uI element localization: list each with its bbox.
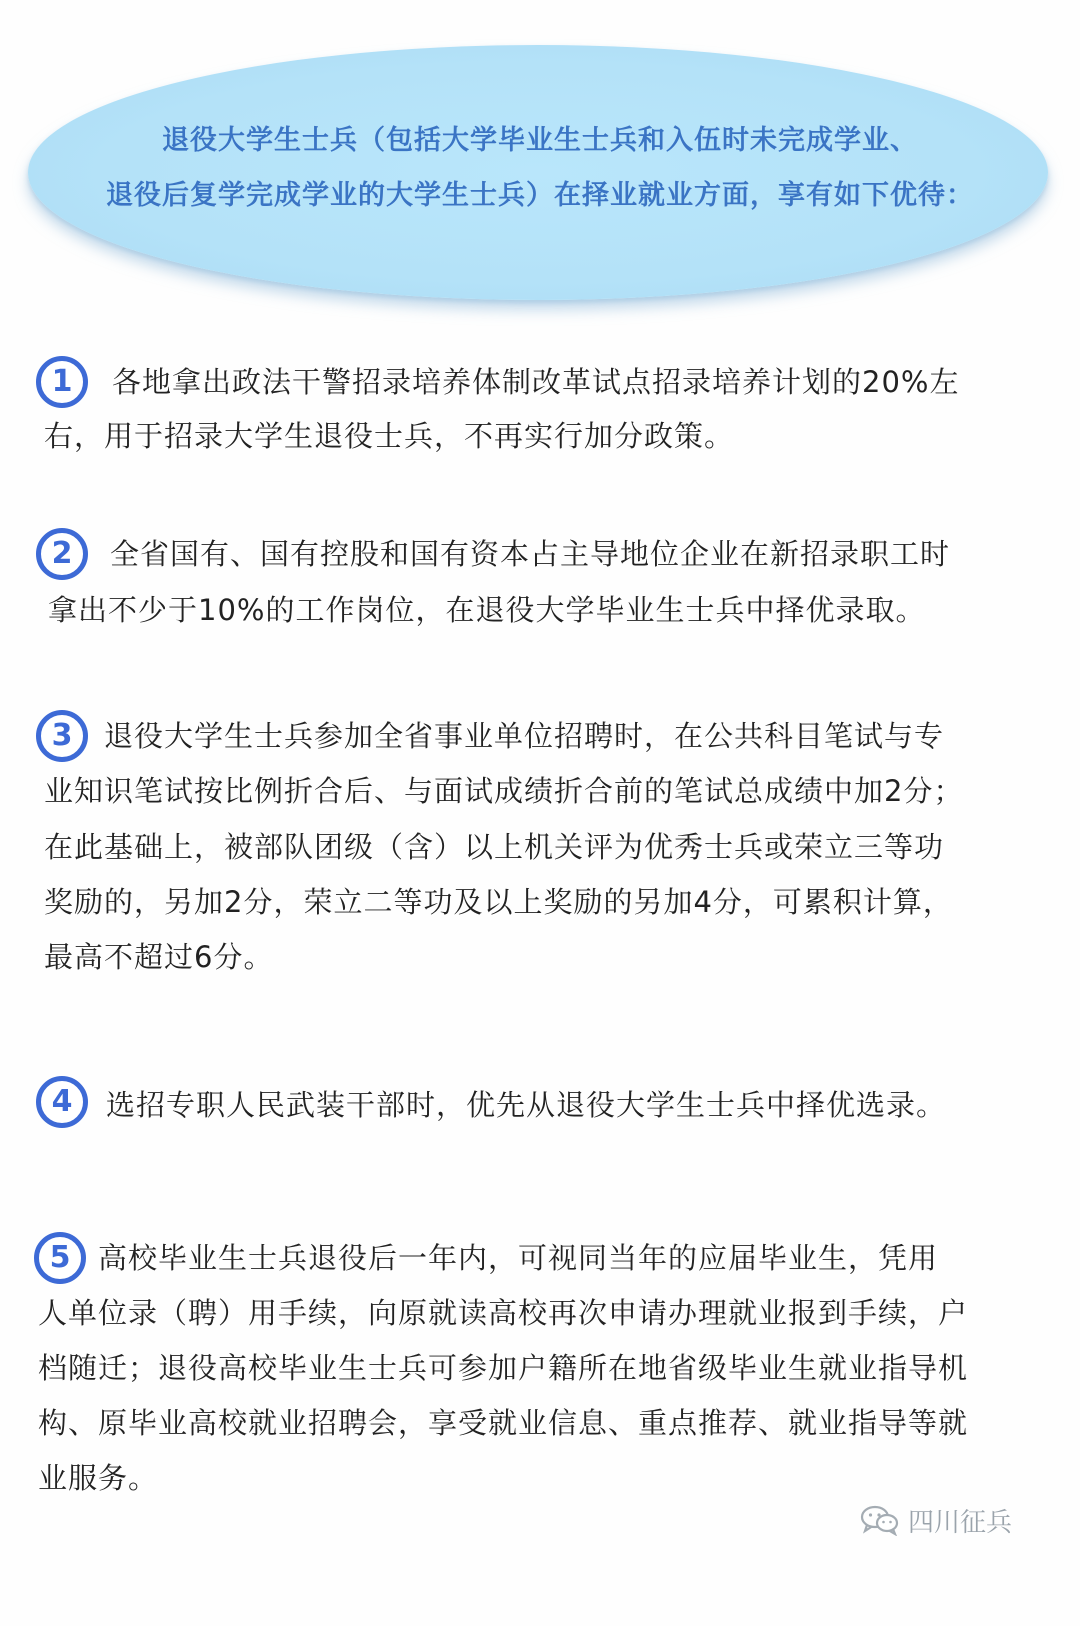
item-1-line-2: 右，用于招录大学生退役士兵，不再实行加分政策。 — [44, 419, 735, 453]
item-1-number-badge: 1 — [36, 356, 88, 408]
item-5-number-badge: 5 — [34, 1232, 86, 1284]
item-5-line-2: 人单位录（聘）用手续，向原就读高校再次申请办理就业报到手续，户 — [38, 1296, 969, 1330]
item-2-number-badge: 2 — [36, 528, 88, 580]
wechat-icon — [860, 1504, 900, 1536]
item-3-line-4: 奖励的，另加2分，荣立二等功及以上奖励的另加4分，可累积计算， — [44, 885, 953, 919]
item-3-line-3: 在此基础上，被部队团级（含）以上机关评为优秀士兵或荣立三等功 — [44, 830, 945, 864]
item-5-line-4: 构、原毕业高校就业招聘会，享受就业信息、重点推荐、就业指导等就 — [38, 1406, 969, 1440]
item-5-line-5: 业服务。 — [38, 1461, 159, 1495]
item-4-line-1: 选招专职人民武装干部时，优先从退役大学生士兵中择优选录。 — [106, 1088, 947, 1122]
item-5-line-1: 高校毕业生士兵退役后一年内，可视同当年的应届毕业生，凭用 — [98, 1241, 939, 1275]
item-1-line-1: 各地拿出政法干警招录培养体制改革试点招录培养计划的20%左 — [112, 365, 960, 399]
item-3-line-1: 退役大学生士兵参加全省事业单位招聘时，在公共科目笔试与专 — [104, 719, 945, 753]
item-2-line-1: 全省国有、国有控股和国有资本占主导地位企业在新招录职工时 — [110, 537, 951, 571]
watermark-text: 四川征兵 — [908, 1507, 1013, 1538]
item-3-number-badge: 3 — [36, 710, 88, 762]
item-3-line-2: 业知识笔试按比例折合后、与面试成绩折合前的笔试总成绩中加2分； — [44, 774, 964, 808]
item-4-number-badge: 4 — [36, 1076, 88, 1128]
header-line-1: 退役大学生士兵（包括大学毕业生士兵和入伍时未完成学业、 — [162, 125, 918, 156]
item-3-line-5: 最高不超过6分。 — [44, 940, 274, 974]
watermark — [860, 1500, 1012, 1540]
item-5-line-3: 档随迁；退役高校毕业生士兵可参加户籍所在地省级毕业生就业指导机 — [38, 1351, 969, 1385]
header-line-2: 退役后复学完成学业的大学生士兵）在择业就业方面，享有如下优待： — [106, 180, 974, 211]
item-2-line-2: 拿出不少于10%的工作岗位，在退役大学毕业生士兵中择优录取。 — [48, 593, 926, 627]
